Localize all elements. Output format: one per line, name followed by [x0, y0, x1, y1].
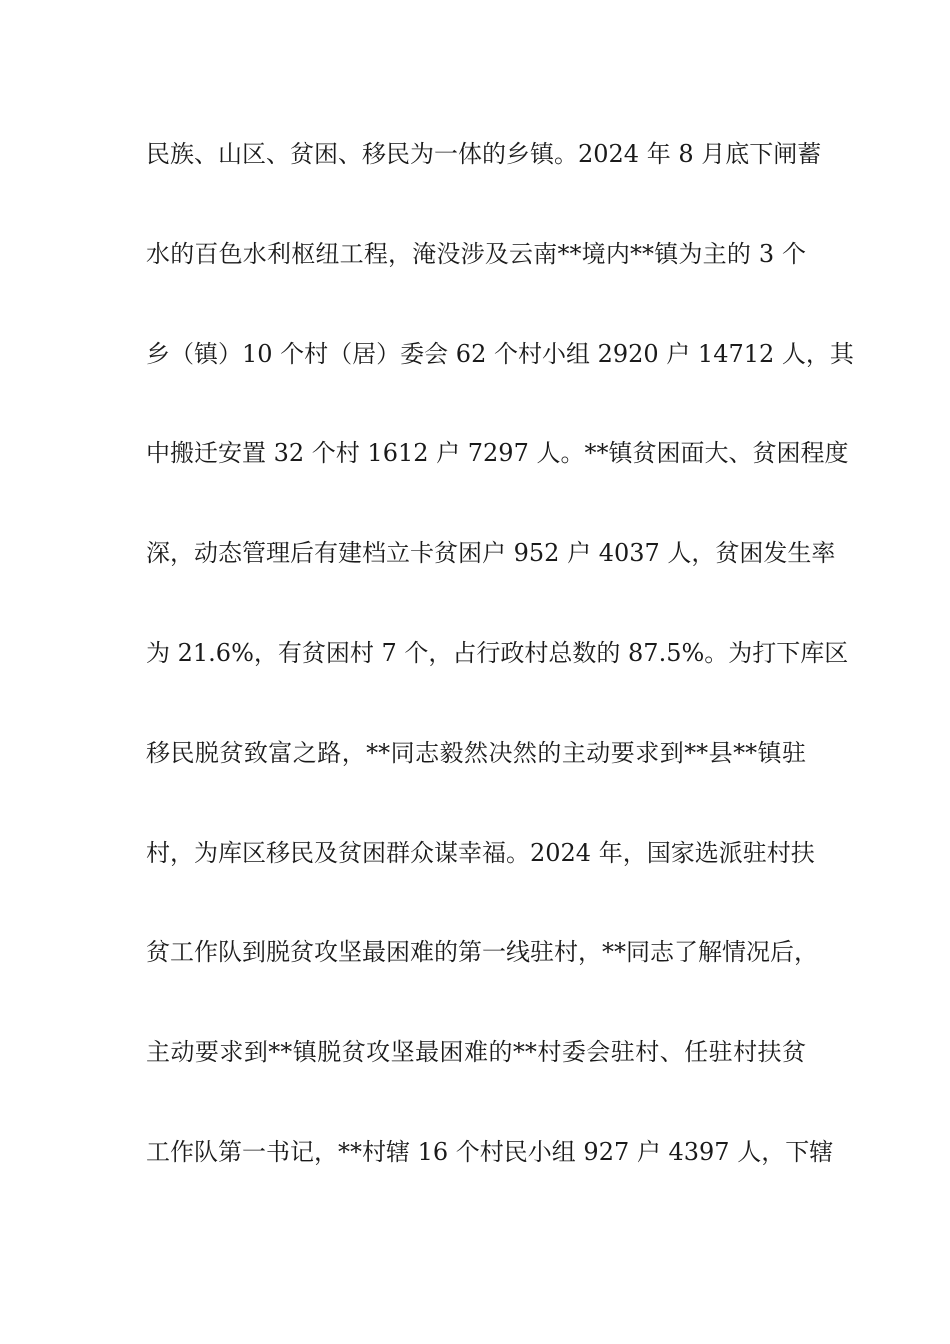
- text-line-4: 中搬迁安置 32 个村 1612 户 7297 人。**镇贫困面大、贫困程度: [146, 439, 849, 467]
- text-line-9: 贫工作队到脱贫攻坚最困难的第一线驻村，**同志了解情况后，: [146, 938, 818, 966]
- text-line-3: 乡（镇）10 个村（居）委会 62 个村小组 2920 户 14712 人，其: [146, 340, 854, 368]
- text-line-2: 水的百色水利枢纽工程，淹没涉及云南**境内**镇为主的 3 个: [146, 240, 806, 268]
- text-line-5: 深，动态管理后有建档立卡贫困户 952 户 4037 人，贫困发生率: [146, 539, 836, 567]
- text-line-8: 村，为库区移民及贫困群众谋幸福。2024 年，国家选派驻村扶: [146, 839, 815, 867]
- text-line-10: 主动要求到**镇脱贫攻坚最困难的**村委会驻村、任驻村扶贫: [146, 1038, 806, 1066]
- text-line-7: 移民脱贫致富之路，**同志毅然决然的主动要求到**县**镇驻: [146, 739, 806, 767]
- text-line-11: 工作队第一书记，**村辖 16 个村民小组 927 户 4397 人，下辖: [146, 1138, 834, 1166]
- text-line-6: 为 21.6%，有贫困村 7 个，占行政村总数的 87.5%。为打下库区: [146, 639, 849, 667]
- text-line-1: 民族、山区、贫困、移民为一体的乡镇。2024 年 8 月底下闸蓄: [146, 140, 822, 168]
